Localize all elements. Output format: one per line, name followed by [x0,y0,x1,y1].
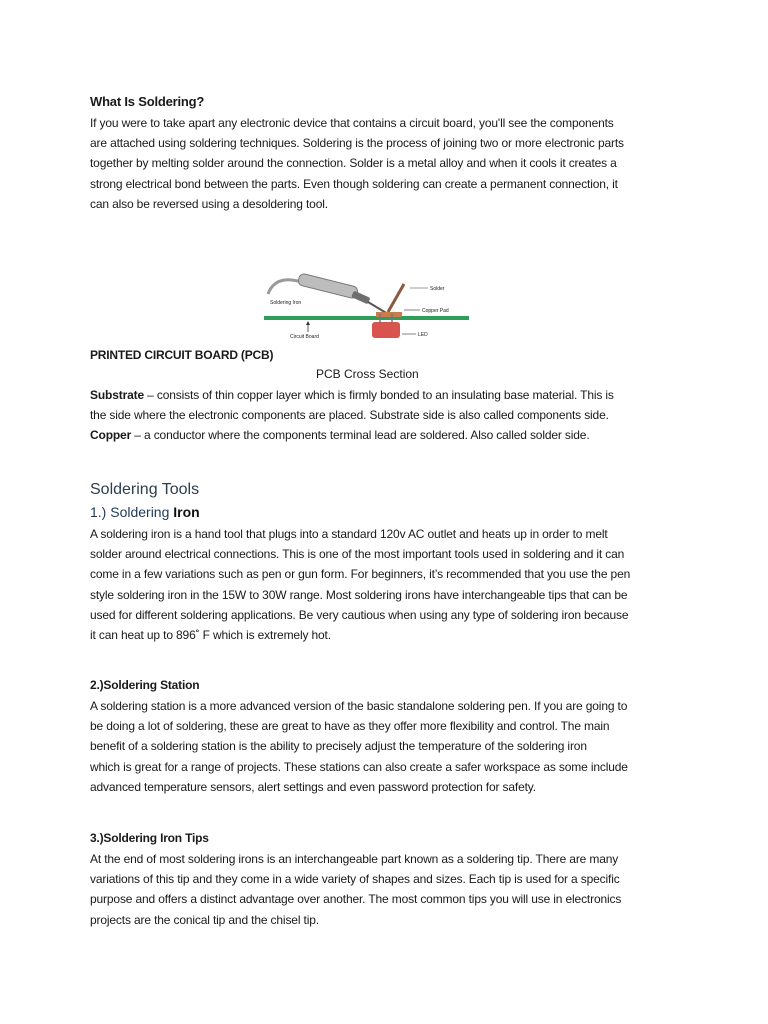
substrate-line: the side where the electronic components are placed. Substrate side is also called components side. [90,408,609,423]
intro-line: If you were to take apart any electronic device that contains a circuit board, you'll see the components [90,116,614,130]
substrate-text-1: – consists of thin copper layer which is firmly bonded to an insulating base material. This is [144,388,614,402]
station-line: benefit of a soldering station is the ability to precisely adjust the temperature of the soldering iron [90,739,587,754]
solder-wire-icon [388,284,404,312]
heading-soldering-iron-tips: 3.)Soldering Iron Tips [90,831,209,845]
iron-paragraph [90,524,680,645]
heading-soldering-station: 2.)Soldering Station [90,678,200,692]
iron-line: A soldering iron is a hand tool that plugs into a standard 120v AC outlet and heats up in order to melt [90,527,608,541]
intro-line: are attached using soldering techniques. Soldering is the process of joining two or more electronic parts [90,136,624,151]
label-copper-pad: Copper Pad [422,308,449,314]
soldering-iron-icon [297,273,358,299]
copper-line [90,425,680,445]
iron-grip [351,291,370,305]
label-soldering-iron: Soldering Iron [270,300,302,306]
intro-line: strong electrical bond between the parts. Even though soldering can create a permanent connection, it [90,176,618,191]
heading-iron-bold: Iron [173,504,200,520]
substrate-line [90,385,680,405]
heading-what-is-soldering: What Is Soldering? [90,94,205,109]
heading-soldering-iron [90,504,200,520]
intro-paragraph [90,113,680,214]
label-solder: Solder [430,286,445,292]
led-shape [372,322,400,338]
station-line: advanced temperature sensors, alert settings and even password protection for safety. [90,779,536,794]
iron-line: style soldering iron in the 15W to 30W range. Most soldering irons have interchangeable tips that can be [90,587,628,602]
station-line: which is great for a range of projects. These stations can also create a safer workspace as some include [90,759,628,774]
term-copper: Copper [90,428,132,443]
pcb-cross-section-diagram [264,272,474,358]
iron-line: it can heat up to 896˚ F which is extremely hot. [90,628,331,643]
intro-line: together by melting solder around the connection. Solder is a metal alloy and when it cools it creates a [90,156,617,171]
tips-line: projects are the conical tip and the chisel tip. [90,912,319,927]
station-line: A soldering station is a more advanced version of the basic standalone soldering pen. If you are going to [90,699,628,713]
heading-soldering-tools: Soldering Tools [90,481,200,498]
pcb-definitions [90,385,680,446]
iron-line: solder around electrical connections. This is one of the most important tools used in soldering and it can [90,547,625,562]
station-line: be doing a lot of soldering, these are great to have as they offer more flexibility and control. The main [90,719,610,734]
label-led: LED [418,332,428,338]
iron-line: used for different soldering applications. Be very cautious when using any type of soldering iron because [90,607,629,622]
tips-line: variations of this tip and they come in a wide variety of shapes and sizes. Each tip is used for a specific [90,872,620,887]
circuit-board-shape [264,316,469,320]
label-circuit-board: Circuit Board [290,334,319,340]
tips-line: purpose and offers a distinct advantage over another. The most common tips you will use in electronics [90,892,622,907]
term-substrate: Substrate [90,388,144,402]
intro-line: can also be reversed using a desoldering tool. [90,196,328,211]
figure-caption: PCB Cross Section [316,367,419,381]
copper-text: – a conductor where the components terminal lead are soldered. Also called solder side. [131,428,590,443]
heading-iron-prefix: 1.) Soldering [90,504,174,520]
heading-pcb: PRINTED CIRCUIT BOARD (PCB) [90,348,274,362]
iron-line: come in a few variations such as pen or gun form. For beginners, it’s recommended that you use the pen [90,567,631,582]
station-paragraph [90,696,680,797]
tips-line: At the end of most soldering irons is an interchangeable part known as a soldering tip. There are many [90,852,619,866]
tips-paragraph [90,849,680,930]
